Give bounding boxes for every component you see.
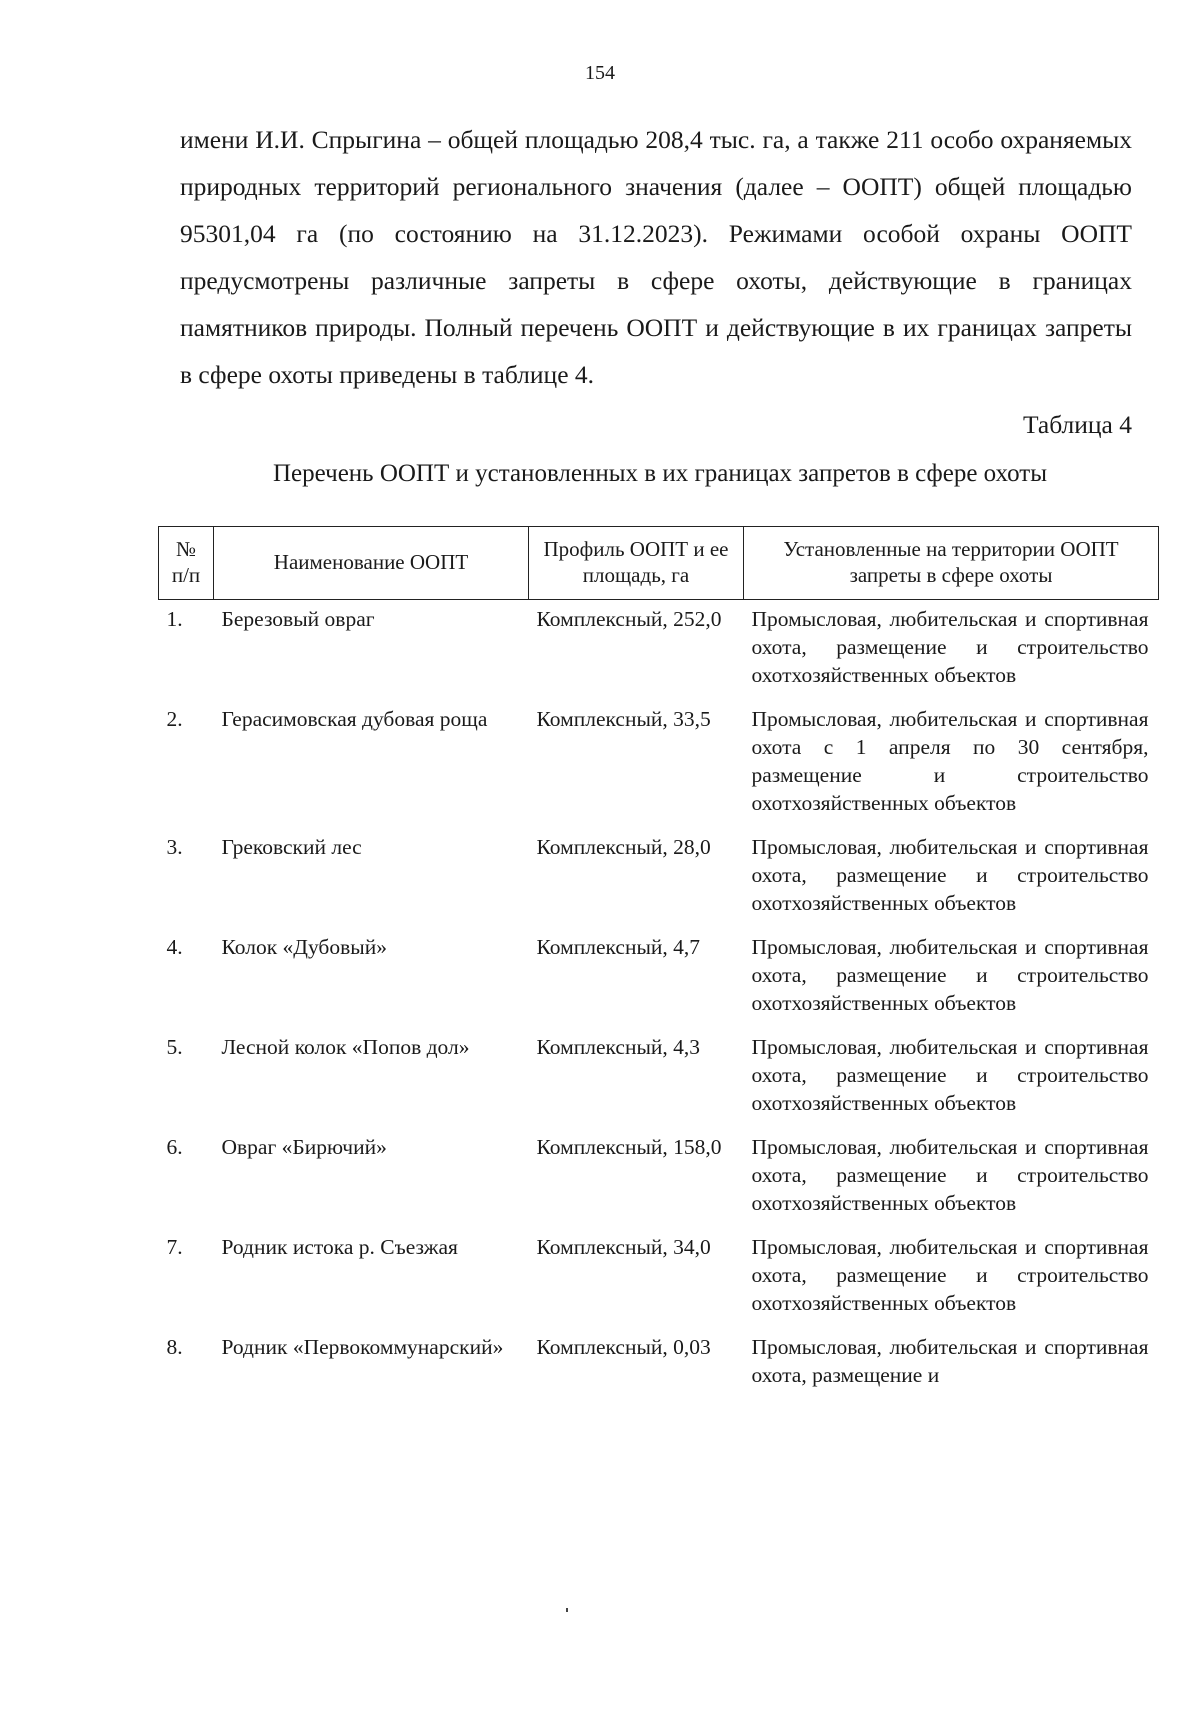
table-header-row: [159, 527, 1159, 600]
row-bans: Промысловая, любительская и спортивная охота, размещение и строительство охотхозяйственных объектов: [751, 935, 1149, 1015]
row-bans: Промысловая, любительская и спортивная охота, размещение и строительство охотхозяйственных объектов: [751, 607, 1149, 687]
row-bans: Промысловая, любительская и спортивная охота, размещение и строительство охотхозяйственных объектов: [751, 1135, 1149, 1215]
page-number: 154: [585, 62, 615, 84]
row-profile: Комплексный, 252,0: [536, 607, 722, 631]
row-bans: Промысловая, любительская и спортивная охота с 1 апреля по 30 сентября, размещение и строительство охотхозяйственных объектов: [751, 707, 1149, 815]
header-num: № п/п: [159, 527, 214, 600]
row-profile: Комплексный, 34,0: [536, 1235, 711, 1259]
header-bans: Установленные на территории ООПТ запреты в сфере охоты: [744, 527, 1159, 600]
row-profile: Комплексный, 0,03: [536, 1335, 711, 1359]
row-name: Герасимовская дубовая роща: [221, 707, 488, 731]
row-name: Грековский лес: [221, 835, 362, 859]
row-profile: Комплексный, 158,0: [536, 1135, 722, 1159]
table-label: Таблица 4: [1022, 410, 1132, 439]
row-num: 3.: [166, 835, 183, 859]
row-bans: Промысловая, любительская и спортивная охота, размещение и строительство охотхозяйственных объектов: [751, 1235, 1149, 1315]
header-name: Наименование ООПТ: [214, 527, 529, 600]
row-bans: Промысловая, любительская и спортивная охота, размещение и строительство охотхозяйственных объектов: [751, 1035, 1149, 1115]
row-num: 1.: [166, 607, 183, 631]
row-name: Березовый овраг: [221, 607, 375, 631]
intro-paragraph: имени И.И. Спрыгина – общей площадью 208,4 тыс. га, а также 211 особо охраняемых природных территорий регионального значения (далее – ООПТ) общей площадью 95301,04 га (по состоянию на 31.12.2023). Режимами особой охраны ООПТ предусмотрены различные запреты в сфере охоты, действующие в границах памятников природы. Полный перечень ООПТ и действующие в их границах запреты в сфере охоты приведены в таблице 4.: [180, 125, 1132, 389]
table-row: [159, 828, 1159, 928]
table-row: [159, 1028, 1159, 1128]
row-name: Колок «Дубовый»: [221, 935, 387, 959]
table-row: [159, 600, 1159, 701]
row-num: 4.: [166, 935, 183, 959]
row-num: 6.: [166, 1135, 183, 1159]
row-profile: Комплексный, 33,5: [536, 707, 711, 731]
row-name: Родник истока р. Съезжая: [221, 1235, 458, 1259]
row-num: 7.: [166, 1235, 183, 1259]
row-profile: Комплексный, 4,7: [536, 935, 701, 959]
row-bans: Промысловая, любительская и спортивная охота, размещение и строительство охотхозяйственных объектов: [751, 835, 1149, 915]
row-name: Овраг «Бирючий»: [221, 1135, 387, 1159]
row-num: 2.: [166, 707, 183, 731]
row-profile: Комплексный, 28,0: [536, 835, 711, 859]
row-num: 5.: [166, 1035, 183, 1059]
row-profile: Комплексный, 4,3: [536, 1035, 701, 1059]
header-profile: Профиль ООПТ и ее площадь, га: [529, 527, 744, 600]
table-row: [159, 700, 1159, 828]
table-row: [159, 1228, 1159, 1328]
table-title: Перечень ООПТ и установленных в их границах запретов в сфере охоты: [273, 460, 1047, 487]
table-row: [159, 928, 1159, 1028]
oopt-table: [158, 526, 1159, 1400]
row-name: Родник «Первокоммунарский»: [221, 1335, 504, 1359]
row-name: Лесной колок «Попов дол»: [221, 1035, 470, 1059]
table-row: [159, 1128, 1159, 1228]
table-row: [159, 1328, 1159, 1400]
row-num: 8.: [166, 1335, 183, 1359]
scan-speck: [566, 1608, 568, 1612]
row-bans: Промысловая, любительская и спортивная охота, размещение и: [751, 1335, 1149, 1387]
